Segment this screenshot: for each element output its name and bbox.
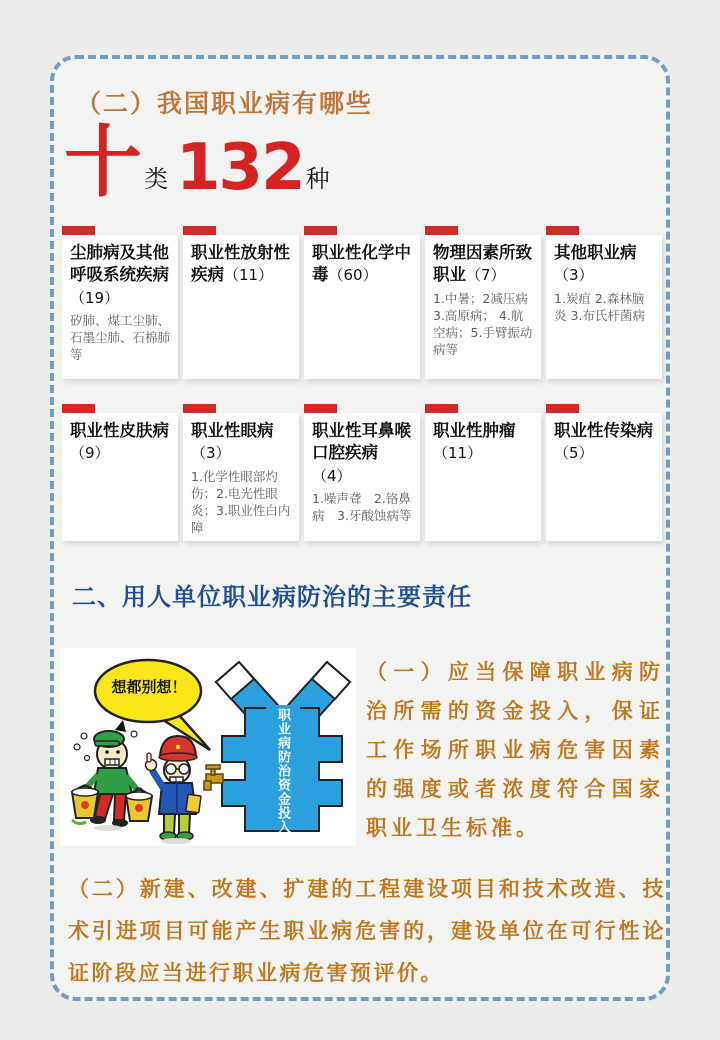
disease-name: 职业性眼病 bbox=[191, 421, 274, 440]
disease-card bbox=[183, 413, 299, 541]
stat-unit-zhong: 种 bbox=[305, 165, 330, 193]
card-accent-bar bbox=[62, 404, 95, 413]
section1-heading: （二）我国职业病有哪些 bbox=[76, 89, 374, 118]
disease-card bbox=[62, 235, 178, 379]
card-accent-bar bbox=[62, 226, 95, 235]
yuan-vertical-label: 职业病防治资金投入 bbox=[275, 708, 290, 834]
disease-count: （4） bbox=[312, 466, 352, 485]
disease-count: （9） bbox=[70, 444, 110, 463]
card-accent-bar bbox=[425, 404, 458, 413]
disease-count: （11） bbox=[224, 266, 274, 285]
disease-name: 职业性皮肤病 bbox=[70, 421, 169, 440]
stat-unit-lei: 类 bbox=[144, 165, 169, 193]
disease-count: （60） bbox=[328, 266, 378, 285]
disease-name: 职业性化学中毒 bbox=[312, 243, 411, 285]
faucet-icon bbox=[204, 765, 223, 790]
section2-heading: 二、用人单位职业病防治的主要责任 bbox=[72, 583, 472, 611]
disease-count: （3） bbox=[191, 444, 231, 463]
stats-line bbox=[64, 117, 330, 208]
disease-card bbox=[425, 413, 541, 541]
disease-name: 职业性肿瘤 bbox=[433, 421, 516, 440]
disease-cards-row-2 bbox=[62, 413, 662, 541]
worker-carrying-buckets-illustration bbox=[72, 720, 152, 831]
stat-132: 132 bbox=[176, 131, 304, 206]
disease-cards-row-1 bbox=[62, 235, 662, 379]
card-accent-bar bbox=[304, 226, 337, 235]
card-accent-bar bbox=[425, 226, 458, 235]
disease-examples: 1.噪声聋 2.铬鼻病 3.牙酸蚀病等 bbox=[312, 490, 412, 523]
disease-card bbox=[304, 235, 420, 379]
card-accent-bar bbox=[304, 404, 337, 413]
card-accent-bar bbox=[546, 226, 579, 235]
speech-bubble-text: 想都别想！ bbox=[111, 678, 187, 696]
disease-count: （5） bbox=[554, 444, 594, 463]
disease-name: 职业性放射性疾病 bbox=[191, 243, 290, 285]
disease-examples: 1.炭疽 2.森林脑炎 3.布氏杆菌病 bbox=[554, 290, 645, 323]
disease-name: 其他职业病 bbox=[554, 243, 637, 262]
disease-name: 物理因素所致职业 bbox=[433, 243, 532, 285]
card-accent-bar bbox=[183, 226, 216, 235]
disease-count: （19） bbox=[70, 288, 120, 307]
disease-count: （7） bbox=[466, 266, 506, 285]
card-accent-bar bbox=[183, 404, 216, 413]
disease-card bbox=[183, 235, 299, 379]
responsibility-paragraph-1: （一）应当保障职业病防治所需的资金投入，保证工作场所职业病危害因素的强度或者浓度符合国家职业卫生标准。 bbox=[366, 659, 664, 840]
disease-card bbox=[425, 235, 541, 379]
disease-card bbox=[62, 413, 178, 541]
disease-card bbox=[546, 235, 662, 379]
disease-count: （3） bbox=[554, 266, 594, 285]
disease-card bbox=[546, 413, 662, 541]
disease-card bbox=[304, 413, 420, 541]
responsibility-paragraph-2: （二）新建、改建、扩建的工程建设项目和技术改造、技术引进项目可能产生职业病危害的，建设单位在可行性论证阶段应当进行职业病危害预评价。 bbox=[68, 876, 666, 985]
stat-ten: 十 bbox=[64, 117, 143, 208]
disease-count: （11） bbox=[433, 444, 483, 463]
supervisor-stop-gesture-illustration bbox=[146, 736, 202, 844]
disease-examples: 1.化学性眼部灼伤；2.电光性眼炎；3.职业性白内障 bbox=[191, 468, 291, 535]
disease-examples: 1.中暑；2减压病 3.高原病； 4.航空病；5.手臂振动病等 bbox=[433, 290, 533, 357]
disease-examples: 矽肺、煤工尘肺、石墨尘肺、石棉肺等 bbox=[70, 312, 171, 362]
disease-name: 尘肺病及其他呼吸系统疾病 bbox=[70, 243, 169, 285]
disease-name: 职业性耳鼻喉口腔疾病 bbox=[312, 421, 411, 463]
disease-name: 职业性传染病 bbox=[554, 421, 653, 440]
card-accent-bar bbox=[546, 404, 579, 413]
